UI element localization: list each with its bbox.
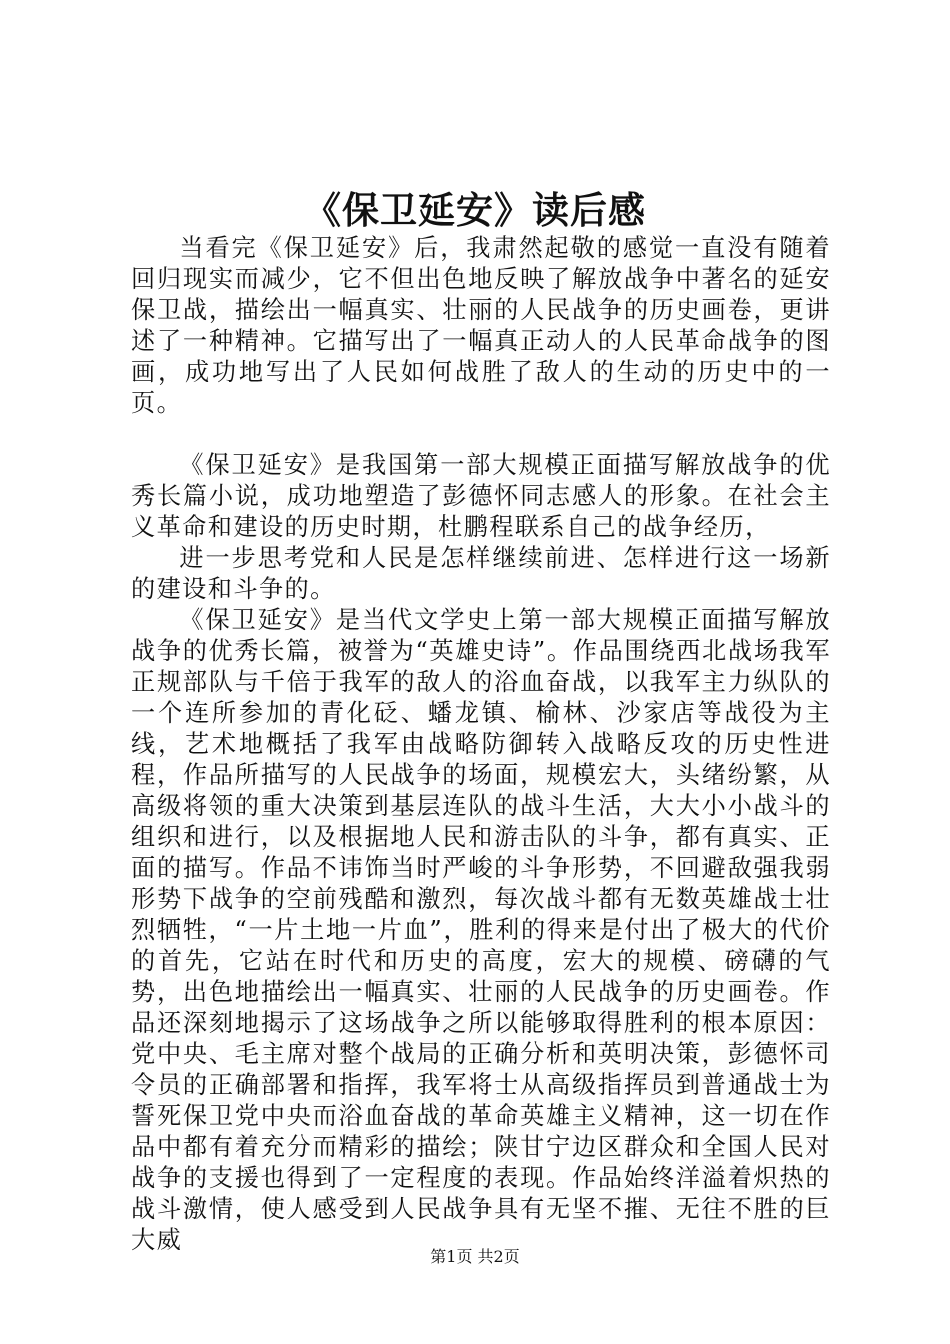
paragraph-gap [131,419,831,450]
paragraph-2: 《保卫延安》是我国第一部大规模正面描写解放战争的优秀长篇小说，成功地塑造了彭德怀同志感人的形象。在社会主义革命和建设的历史时期，杜鹏程联系自己的战争经历， [131,451,831,541]
page-footer: 第1页 共2页 [430,1247,520,1266]
document-title: 《保卫延安》读后感 [304,188,646,232]
paragraph-4: 《保卫延安》是当代文学史上第一部大规模正面描写解放战争的优秀长篇，被誉为“英雄史诗”。作品围绕西北战场我军正规部队与千倍于我军的敌人的浴血奋战，以我军主力纵队的一个连所参加的青化砭、蟠龙镇、榆林、沙家店等战役为主线，艺术地概括了我军由战略防御转入战略反攻的历史性进程，作品所描写的人民战争的场面，规模宏大，头绪纷繁，从高级将领的重大决策到基层连队的战斗生活，大大小小战斗的组织和进行，以及根据地人民和游击队的斗争，都有真实、正面的描写。作品不讳饰当时严峻的斗争形势，不回避敌强我弱形势下战争的空前残酷和激烈，每次战斗都有无数英雄战士壮烈牺牲，“一片土地一片血”，胜利的得来是付出了极大的代价的首先，它站在时代和历史的高度，宏大的规模、磅礴的气势，出色地描绘出一幅真实、壮丽的人民战争的历史画卷。作品还深刻地揭示了这场战争之所以能够取得胜利的根本原因：党中央、毛主席对整个战局的正确分析和英明决策，彭德怀司令员的正确部署和指挥，我军将士从高级指挥员到普通战士为誓死保卫党中央而浴血奋战的革命英雄主义精神，这一切在作品中都有着充分而精彩的描绘；陕甘宁边区群众和全国人民对战争的支援也得到了一定程度的表现。作品始终洋溢着炽热的战斗激情，使人感受到人民战争具有无坚不摧、无往不胜的巨大威 [131,606,831,1254]
document-body [131,233,831,1256]
paragraph-3: 进一步思考党和人民是怎样继续前进、怎样进行这一场新的建设和斗争的。 [131,544,831,603]
paragraph-1: 当看完《保卫延安》后，我肃然起敬的感觉一直没有随着回归现实而减少，它不但出色地反映了解放战争中著名的延安保卫战，描绘出一幅真实、壮丽的人民战争的历史画卷，更讲述了一种精神。它描写出了一幅真正动人的人民革命战争的图画，成功地写出了人民如何战胜了敌人的生动的历史中的一页。 [131,234,831,417]
